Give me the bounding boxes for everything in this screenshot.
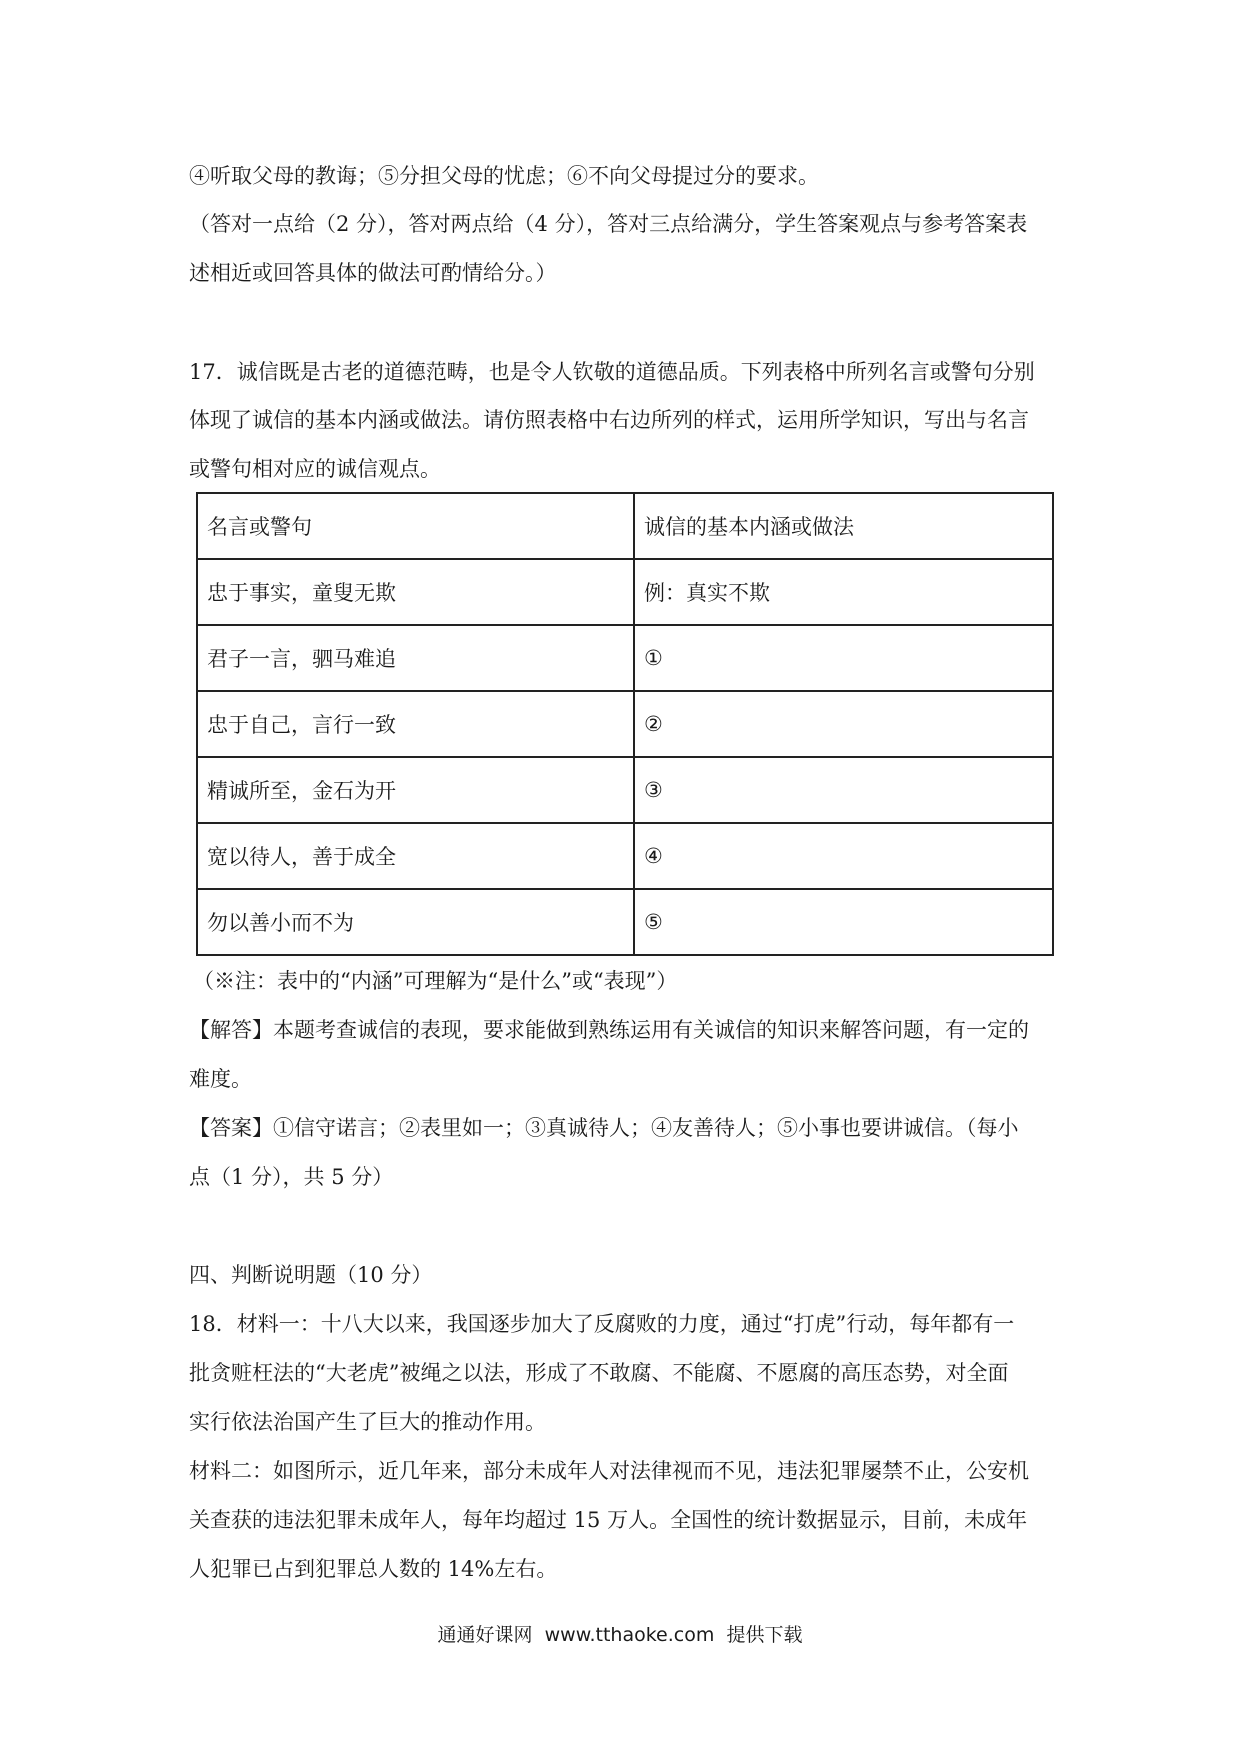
quote-cell: 精诚所至，金石为开 <box>197 757 634 823</box>
analysis-text: 难度。 <box>189 1067 252 1091</box>
quote-cell: 忠于自己，言行一致 <box>197 691 634 757</box>
quote-cell: 忠于事实，童叟无欺 <box>197 559 634 625</box>
quote-cell: 君子一言，驷马难追 <box>197 625 634 691</box>
quote-cell: 勿以善小而不为 <box>197 889 634 955</box>
answer-cell: ② <box>634 691 1053 757</box>
answer-cell: ⑤ <box>634 889 1053 955</box>
answer-cell: ① <box>634 625 1053 691</box>
table-row <box>197 559 1053 625</box>
answer-cell: 例：真实不欺 <box>634 559 1053 625</box>
table-header-cell: 名言或警句 <box>197 493 634 559</box>
material-one-text: 批贪赃枉法的“大老虎”被绳之以法，形成了不敢腐、不能腐、不愿腐的高压态势，对全面 <box>189 1361 1009 1385</box>
answer-continuation-line: ④听取父母的教诲；⑤分担父母的忧虑；⑥不向父母提过分的要求。 <box>189 164 819 188</box>
question-17-text: 体现了诚信的基本内涵或做法。请仿照表格中右边所列的样式，运用所学知识，写出与名言 <box>189 408 1029 432</box>
scoring-note-line: 述相近或回答具体的做法可酌情给分。） <box>189 261 557 285</box>
table-row <box>197 691 1053 757</box>
page-footer: 通通好课网 www.tthaoke.com 提供下载 <box>437 1624 803 1646</box>
scoring-note-line: （答对一点给（2 分），答对两点给（4 分），答对三点给满分，学生答案观点与参考答案表 <box>189 212 1028 236</box>
material-two-text: 关查获的违法犯罪未成年人，每年均超过 15 万人。全国性的统计数据显示，目前，未成年 <box>189 1508 1028 1532</box>
table-row <box>197 757 1053 823</box>
question-17-text: 17．诚信既是古老的道德范畴，也是令人钦敬的道德品质。下列表格中所列名言或警句分别 <box>189 360 1035 384</box>
material-one-text: 实行依法治国产生了巨大的推动作用。 <box>189 1410 546 1434</box>
table-note: （※注：表中的“内涵”可理解为“是什么”或“表现”） <box>193 969 678 993</box>
material-two-text: 人犯罪已占到犯罪总人数的 14%左右。 <box>189 1557 558 1581</box>
question-17-text: 或警句相对应的诚信观点。 <box>189 457 441 481</box>
table-row <box>197 889 1053 955</box>
answer-cell: ④ <box>634 823 1053 889</box>
answer-text: 点（1 分），共 5 分） <box>189 1165 394 1189</box>
answer-cell: ③ <box>634 757 1053 823</box>
section-heading: 四、判断说明题（10 分） <box>189 1263 433 1287</box>
table-header-row <box>197 493 1053 559</box>
quote-cell: 宽以待人，善于成全 <box>197 823 634 889</box>
analysis-text: 【解答】本题考查诚信的表现，要求能做到熟练运用有关诚信的知识来解答问题，有一定的 <box>189 1018 1029 1042</box>
answer-text: 【答案】①信守诺言；②表里如一；③真诚待人；④友善待人；⑤小事也要讲诚信。（每小 <box>189 1116 1019 1140</box>
quotes-table <box>196 492 1054 956</box>
table-row <box>197 625 1053 691</box>
table-row <box>197 823 1053 889</box>
material-two-text: 材料二：如图所示，近几年来，部分未成年人对法律视而不见，违法犯罪屡禁不止，公安机 <box>189 1459 1029 1483</box>
material-one-text: 18．材料一：十八大以来，我国逐步加大了反腐败的力度，通过“打虎”行动，每年都有一 <box>189 1312 1015 1336</box>
table-header-cell: 诚信的基本内涵或做法 <box>634 493 1053 559</box>
